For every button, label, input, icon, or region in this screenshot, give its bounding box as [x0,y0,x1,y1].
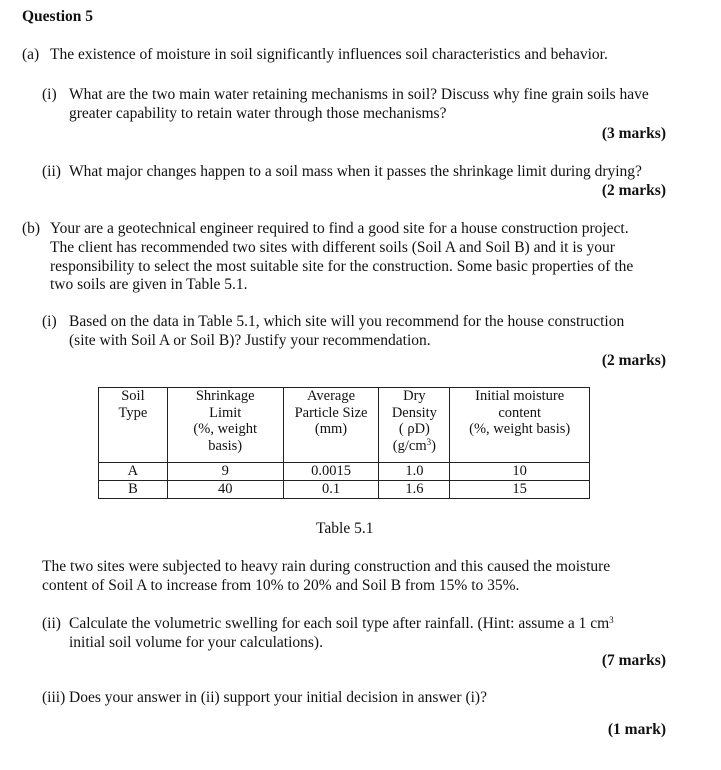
part-a-label: (a) [22,46,40,63]
part-b-i-label: (i) [42,313,57,330]
cell-dry-density: 1.0 [379,463,450,481]
part-b-i-marks: (2 marks) [601,352,666,369]
header-particle-size: Average Particle Size (mm) [283,388,379,463]
part-a-ii-label: (ii) [42,163,61,180]
paragraph-line2: content of Soil A to increase from 10% to 20% and Soil B from 15% to 35%. [42,577,520,594]
part-b-i-line1: Based on the data in Table 5.1, which site will you recommend for the house construction [69,313,625,330]
part-b-iii-label: (iii) [42,689,66,706]
header-soil-type: Soil Type [99,388,168,463]
part-b-i-line2: (site with Soil A or Soil B)? Justify your recommendation. [69,332,431,349]
cell-initial-moisture: 10 [450,463,590,481]
part-a-i-marks: (3 marks) [601,125,666,142]
part-a-i-line2: greater capability to retain water through those mechanisms? [69,105,447,122]
cell-shrinkage-limit: 40 [167,481,283,499]
header-dry-density: Dry Density ( ρD) $(g/cm^3)$ [379,388,450,463]
part-b-ii-line2: initial soil volume for your calculations). [69,634,323,651]
table-row [99,463,590,481]
table-row [99,481,590,499]
soil-properties-table [98,387,590,499]
part-a-i-line1: What are the two main water retaining mechanisms in soil? Discuss why fine grain soils have [69,86,649,103]
table-caption: Table 5.1 [316,520,374,537]
part-b-line2: The client has recommended two sites with different soils (Soil A and Soil B) and it is your [50,239,615,256]
part-b-line1: Your are a geotechnical engineer required to find a good site for a house construction project. [50,220,629,237]
cell-shrinkage-limit: 9 [167,463,283,481]
cell-particle-size: 0.1 [283,481,379,499]
cell-soil-type: B [99,481,168,499]
cell-particle-size: 0.0015 [283,463,379,481]
part-b-ii-label: (ii) [42,615,61,632]
table-header-row [99,388,590,463]
cell-initial-moisture: 15 [450,481,590,499]
part-b-ii-line1: Calculate the volumetric swelling for each soil type after rainfall. (Hint: assume a 1 $cm^3$ [69,615,614,632]
part-b-iii-text: Does your answer in (ii) support your initial decision in answer (i)? [69,689,487,706]
part-b-iii-marks: (1 mark) [607,721,666,738]
header-shrinkage-limit: Shrinkage Limit (%, weight basis) [167,388,283,463]
part-b-ii-marks: (7 marks) [601,652,666,669]
part-a-i-label: (i) [42,86,57,103]
part-a-ii-marks: (2 marks) [601,182,666,199]
part-b-label: (b) [22,220,41,237]
part-a-text: The existence of moisture in soil significantly influences soil characteristics and behavior. [50,46,608,63]
part-a-ii-text: What major changes happen to a soil mass when it passes the shrinkage limit during drying? [69,163,642,180]
paragraph-line1: The two sites were subjected to heavy rain during construction and this caused the moisture [42,558,611,575]
question-title: Question 5 [22,8,94,25]
part-b-line3: responsibility to select the most suitable site for the construction. Some basic properties of the [50,258,634,275]
cell-dry-density: 1.6 [379,481,450,499]
part-b-line4: two soils are given in Table 5.1. [50,276,248,293]
header-initial-moisture: Initial moisture content (%, weight basis) [450,388,590,463]
cell-soil-type: A [99,463,168,481]
